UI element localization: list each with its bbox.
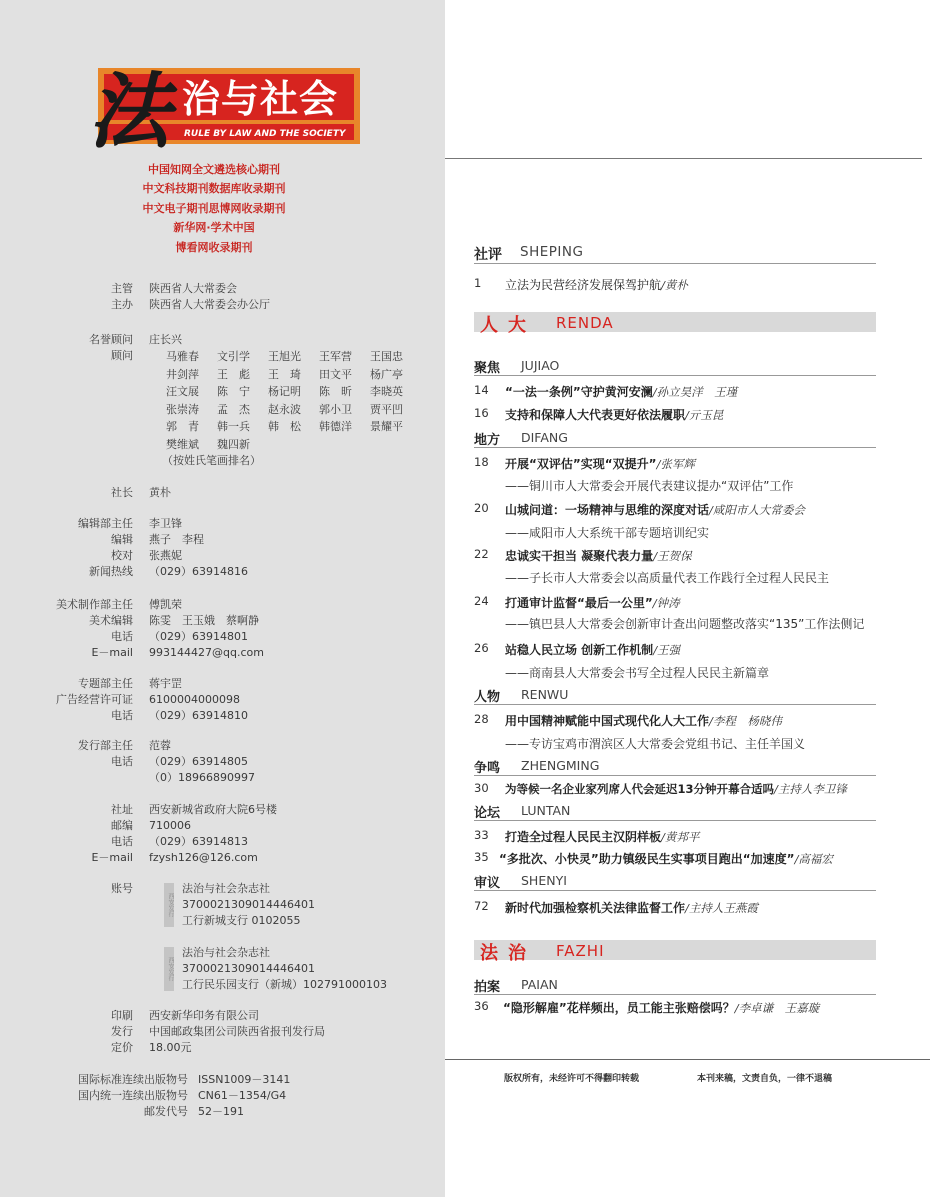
advisor-name: 田文平 <box>319 367 352 381</box>
info-value: 庄长兴 <box>149 333 182 346</box>
account-line: 3700021309014446401 <box>182 962 315 975</box>
bank-account <box>164 945 424 993</box>
column-cn: 法治 <box>480 943 536 964</box>
article-author: /孙立昊洋 王瑾 <box>652 385 738 399</box>
section-header-jujiao <box>474 356 876 376</box>
advisor-name: 韩一兵 <box>217 420 250 434</box>
section-cn: 拍案 <box>474 980 501 995</box>
section-header-difang <box>474 428 876 448</box>
info-label: 电话 <box>111 630 133 643</box>
account-tag: 西安发行 <box>164 883 174 927</box>
info-value: 西安新华印务有限公司 <box>149 1009 259 1022</box>
section-en: SHEPING <box>520 244 584 260</box>
section-en: DIFANG <box>521 430 568 445</box>
section-cn: 论坛 <box>474 806 501 821</box>
logo-subtitle: RULE BY LAW AND THE SOCIETY <box>184 129 346 139</box>
article-author: /张军辉 <box>656 457 695 471</box>
article-title: 开展“双评估”实现“双提升” <box>505 457 657 471</box>
special-info <box>40 676 440 724</box>
address-info <box>40 802 440 866</box>
page-number: 24 <box>474 594 489 608</box>
advisor-name: 王 彪 <box>217 367 250 381</box>
page-number: 26 <box>474 641 489 655</box>
article-author: /王贺保 <box>653 549 692 563</box>
info-label: 社长 <box>111 486 133 499</box>
info-label: 编辑部主任 <box>78 517 133 530</box>
info-label <box>40 770 149 786</box>
info-value: 陕西省人大常委会办公厅 <box>149 298 270 311</box>
distribution-info <box>40 738 440 786</box>
index-item: 中国知网全文遴选核心期刊 <box>148 163 280 176</box>
account-line: 工行新城支行 0102055 <box>182 914 301 927</box>
column-cn: 人大 <box>480 315 536 336</box>
article-author: /黄邦平 <box>661 830 700 844</box>
section-en: LUNTAN <box>521 803 571 818</box>
page-number: 16 <box>474 406 489 420</box>
page-number: 18 <box>474 455 489 469</box>
advisor-name: 文引学 <box>217 350 250 363</box>
section-cn: 人物 <box>474 690 501 705</box>
section-en: JUJIAO <box>521 358 560 373</box>
info-label: 国际标准连续出版物号 <box>78 1073 188 1086</box>
advisor-name: 汪文展 <box>166 385 199 399</box>
advisor-name: 杨广亭 <box>370 367 403 381</box>
info-label: 邮编 <box>111 819 133 832</box>
section-en: SHENYI <box>521 873 567 888</box>
article-author: /咸阳市人大常委会 <box>709 503 805 517</box>
article-title: 支持和保障人大代表更好依法履职 <box>505 408 686 422</box>
logo-title: 治与社会 <box>182 77 339 121</box>
article-author: /李卓谦 王嘉璇 <box>734 1001 820 1015</box>
advisor-name: 赵永波 <box>268 402 301 416</box>
account-line: 法治与社会杂志社 <box>182 882 270 895</box>
info-label: 国内统一连续出版物号 <box>78 1089 188 1102</box>
info-value: （029）63914801 <box>149 630 248 643</box>
article-subtitle: ——铜川市人大常委会开展代表建议提办“双评估”工作 <box>505 479 794 493</box>
article-title: “隐形解雇”花样频出，员工能主张赔偿吗？ <box>503 1001 735 1015</box>
advisor-name: 景耀平 <box>370 420 403 434</box>
publication-codes <box>40 1072 290 1120</box>
article-author: /高福宏 <box>794 852 833 866</box>
info-value: （029）63914805 <box>149 755 248 768</box>
advisor-name: 张崇涛 <box>166 402 199 416</box>
info-value: 傅凯荣 <box>149 598 182 611</box>
advisor-name: 陈 昕 <box>319 385 352 399</box>
info-label: 顾问 <box>111 349 133 362</box>
info-label: 广告经营许可证 <box>56 693 133 706</box>
info-label: E－mail <box>91 851 133 864</box>
article-subtitle: ——子长市人大常委会以高质量代表工作践行全过程人民民主 <box>505 571 830 585</box>
section-header-luntan <box>474 801 876 821</box>
page-number: 33 <box>474 828 489 842</box>
index-item: 中文电子期刊思博网收录期刊 <box>142 201 286 215</box>
info-value: 西安新城省政府大院6号楼 <box>149 803 277 816</box>
article-author: /钟涛 <box>652 596 680 610</box>
info-label: 主办 <box>111 298 133 311</box>
advisor-name: 王国忠 <box>370 350 403 363</box>
article-title: 打造全过程人民民主汉阴样板 <box>505 830 662 844</box>
info-value: 中国邮政集团公司陕西省报刊发行局 <box>149 1025 325 1038</box>
info-value: ISSN1009－3141 <box>198 1073 291 1086</box>
index-item: 新华网·学术中国 <box>173 221 255 235</box>
account-tag: 西安发行 <box>164 947 174 991</box>
info-value: （029）63914816 <box>149 565 248 578</box>
section-cn: 地方 <box>474 433 501 448</box>
info-value: 燕子 李程 <box>149 533 204 546</box>
advisor-name: 韩德洋 <box>319 420 352 434</box>
info-value: 李卫锋 <box>149 517 182 530</box>
info-label: 发行 <box>111 1025 133 1038</box>
article-title: 忠诚实干担当 凝聚代表力量 <box>505 549 654 563</box>
info-value: 张燕妮 <box>149 549 182 562</box>
submission-notice: 本刊来稿，文责自负，一律不退稿 <box>697 1074 833 1084</box>
article-title: 为等候一名企业家列席人代会延迟13分钟开幕合适吗 <box>505 782 775 796</box>
section-cn: 社评 <box>474 247 502 263</box>
article-author: /李程 杨晓伟 <box>709 714 782 728</box>
article-author: /主持人王燕霞 <box>685 901 758 915</box>
article-title: 山城问道：一场精神与思维的深度对话 <box>505 503 710 517</box>
advisor-name: 郭小卫 <box>319 402 352 416</box>
advisor-name: 李晓英 <box>370 385 403 399</box>
article-author: /王强 <box>653 643 681 657</box>
advisor-grid <box>166 348 421 454</box>
info-value: 710006 <box>149 819 191 832</box>
article-subtitle: ——镇巴县人大常委会创新审计查出问题整改落实“135”工作法侧记 <box>505 617 865 631</box>
page-number: 14 <box>474 383 489 397</box>
info-label: 邮发代号 <box>144 1105 188 1118</box>
info-label: 账号 <box>111 882 133 895</box>
advisor-name: 贾平凹 <box>370 402 403 416</box>
section-en: ZHENGMING <box>521 758 600 773</box>
advisor-name: 井剑萍 <box>166 367 199 381</box>
column-header-fazhi <box>474 940 876 964</box>
logo-big-char: 法 <box>88 64 170 150</box>
info-label: E－mail <box>91 646 133 659</box>
info-label: 电话 <box>111 835 133 848</box>
president-info <box>40 485 440 501</box>
article-title: “一法一条例”守护黄河安澜 <box>505 385 653 399</box>
index-item: 博看网收录期刊 <box>175 240 253 254</box>
magazine-logo <box>80 64 362 150</box>
info-value: CN61－1354/G4 <box>198 1089 287 1102</box>
info-label: 发行部主任 <box>78 739 133 752</box>
index-item: 中文科技期刊数据库收录期刊 <box>142 182 286 196</box>
column-en: RENDA <box>556 314 614 332</box>
info-value: 范蓉 <box>149 739 171 752</box>
article-subtitle: ——专访宝鸡市渭滨区人大常委会党组书记、主任羊国义 <box>505 737 806 751</box>
info-label: 电话 <box>111 755 133 768</box>
page-number: 30 <box>474 781 489 795</box>
advisor-name: 杨记明 <box>268 385 301 399</box>
article-title: 新时代加强检察机关法律监督工作 <box>505 901 686 915</box>
section-header-zhengming <box>474 756 876 776</box>
section-cn: 聚焦 <box>474 361 501 376</box>
info-value: fzysh126@126.com <box>149 851 258 864</box>
section-cn: 争鸣 <box>474 761 501 776</box>
account-line: 法治与社会杂志社 <box>182 946 270 959</box>
editorial-info <box>40 516 440 580</box>
print-info <box>40 1008 440 1056</box>
footer-divider <box>445 1059 930 1060</box>
info-value: 6100004000098 <box>149 693 240 706</box>
advisor-name: 王旭光 <box>268 350 301 363</box>
info-value: 52－191 <box>198 1105 244 1118</box>
info-label: 美术编辑 <box>89 614 133 627</box>
info-value: 993144427@qq.com <box>149 646 264 659</box>
info-label: 社址 <box>111 803 133 816</box>
section-header-paian <box>474 975 876 995</box>
advisor-name: 孟 杰 <box>217 402 250 416</box>
section-cn: 审议 <box>474 876 501 891</box>
art-info <box>40 597 440 661</box>
article-subtitle: ——咸阳市人大系统干部专题培训纪实 <box>505 526 710 540</box>
copyright-notice: 版权所有，未经许可不得翻印转载 <box>504 1074 640 1084</box>
info-label: 印刷 <box>111 1009 133 1022</box>
info-label: 主管 <box>111 282 133 295</box>
account-line: 工行民乐园支行（新城）102791000103 <box>182 978 387 991</box>
info-label: 新闻热线 <box>89 565 133 578</box>
article-title: “多批次、小快灵”助力镇级民生实事项目跑出“加速度” <box>499 852 795 866</box>
section-header-renwu <box>474 685 876 705</box>
info-value: 陈雯 王玉娥 蔡啊静 <box>149 614 259 627</box>
article-title: 打通审计监督“最后一公里” <box>505 596 653 610</box>
article-title: 立法为民营经济发展保驾护航 <box>505 278 662 292</box>
info-label: 专题部主任 <box>78 677 133 690</box>
info-value: 陕西省人大常委会 <box>149 282 237 295</box>
section-en: PAIAN <box>521 977 558 992</box>
info-value: 蒋宇罡 <box>149 677 182 690</box>
info-value: （0）18966890997 <box>149 771 255 784</box>
info-value: 18.00元 <box>149 1041 192 1054</box>
advisor-name: 王 琦 <box>268 367 301 381</box>
article-author: /亓玉昆 <box>685 408 724 422</box>
advisor-note: （按姓氏笔画排名） <box>162 454 261 467</box>
advisor-name: 郭 青 <box>166 420 199 434</box>
page-number: 28 <box>474 712 489 726</box>
column-header-renda <box>474 312 876 336</box>
info-label: 编辑 <box>111 533 133 546</box>
page-number: 1 <box>474 276 482 290</box>
advisor-name: 魏四新 <box>217 437 250 451</box>
top-divider <box>445 158 922 159</box>
article-author: /主持人李卫锋 <box>774 782 847 796</box>
page-number: 20 <box>474 501 489 515</box>
info-label: 定价 <box>111 1041 133 1054</box>
advisor-name: 王军营 <box>319 350 352 363</box>
info-value: （029）63914810 <box>149 709 248 722</box>
sponsor-info <box>40 281 440 313</box>
article-subtitle: ——商南县人大常委会书写全过程人民民主新篇章 <box>505 666 770 680</box>
section-header-sheping <box>474 242 876 264</box>
column-en: FAZHI <box>556 942 605 960</box>
section-en: RENWU <box>521 687 569 702</box>
info-label: 校对 <box>111 549 133 562</box>
masthead-panel <box>0 0 445 1197</box>
page-number: 22 <box>474 547 489 561</box>
page-number: 72 <box>474 899 489 913</box>
advisor-name: 樊维斌 <box>166 437 199 451</box>
article-title: 用中国精神赋能中国式现代化人大工作 <box>505 714 710 728</box>
article-author: /黄朴 <box>661 278 688 292</box>
account-line: 3700021309014446401 <box>182 898 315 911</box>
advisor-name: 陈 宁 <box>217 385 250 399</box>
info-label: 美术制作部主任 <box>56 598 133 611</box>
advisor-name: 韩 松 <box>268 420 301 434</box>
advisor-name: 马雅春 <box>166 350 199 363</box>
bank-account <box>164 881 424 929</box>
section-header-shenyi <box>474 871 876 891</box>
page-number: 35 <box>474 850 489 864</box>
info-label: 电话 <box>111 709 133 722</box>
info-label: 名誉顾问 <box>89 333 133 346</box>
page-number: 36 <box>474 999 489 1013</box>
index-list <box>120 160 308 257</box>
article-title: 站稳人民立场 创新工作机制 <box>505 643 654 657</box>
info-value: 黄朴 <box>149 486 171 499</box>
info-value: （029）63914813 <box>149 835 248 848</box>
